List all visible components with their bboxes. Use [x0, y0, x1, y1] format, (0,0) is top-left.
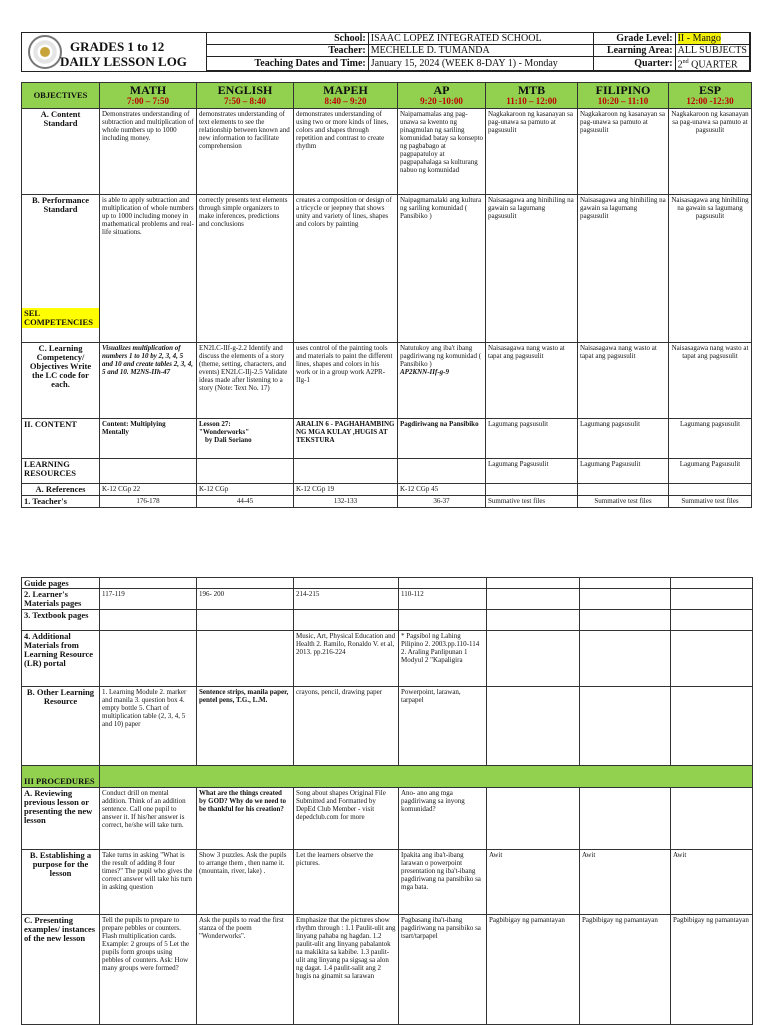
- cell: [578, 484, 669, 496]
- cell: K-12 CGp 22: [100, 484, 197, 496]
- additional-label: 4. Additional Materials from Learning Resource (LR) portal: [22, 631, 100, 687]
- cell: Tell the pupils to prepare to prepare pebbles or counters. Flash multiplication cards. Example: 2 groups of 5 Let the pupils form groups using pebbles of counters. Ask: How many groups were formed?: [100, 915, 197, 1025]
- cell-english-presenting: Ask the pupils to read the first stanza of the poem "Wonderworks".: [197, 915, 294, 1025]
- references-label: A. References: [22, 484, 100, 496]
- cell: [294, 610, 399, 631]
- cell: 214-215: [294, 589, 399, 610]
- area-value: ALL SUBJECTS: [675, 45, 749, 57]
- cell: Nagkakaroon ng kasanayan sa pag-unawa sa pamuto at pagsusulit: [669, 109, 752, 195]
- learners-materials-row: [22, 589, 753, 610]
- cell: Pagbasang iba't-ibang pagdiriwang na pansibiko sa tsart/tarpapel: [399, 915, 487, 1025]
- teacher-label: Teacher:: [207, 45, 369, 57]
- grade-highlight: II - Mango: [677, 32, 721, 44]
- subject-col-esp: ESP 12:00 -12:30: [669, 83, 752, 109]
- sel-competencies-label: SEL COMPETENCIES: [22, 308, 99, 328]
- cell: Lagumang Pagsusulit: [486, 459, 578, 484]
- cell: Lagumang pagsusulit: [486, 419, 578, 459]
- subject-col-math: MATH 7:00 – 7:50: [100, 83, 197, 109]
- cell: [486, 484, 578, 496]
- procedures-label: III PROCEDURES: [22, 766, 100, 788]
- cell: EN2LC-IIf-g-2.2 Identify and discuss the elements of a story (theme, setting, characters, and events) EN2LC-IIj-2.5 Validate ideas made after listening to a story (Note: Text No. 17): [197, 343, 294, 419]
- title-line-2: DAILY LESSON LOG: [60, 54, 187, 69]
- procedures-row: [22, 766, 753, 788]
- cell: Naisasagawa nang wasto at tapat ang pagsusulit: [669, 343, 752, 419]
- cell: [398, 459, 486, 484]
- performance-standard-row: [22, 195, 752, 343]
- cell: [671, 631, 753, 687]
- cell: [671, 610, 753, 631]
- cell: [487, 578, 580, 589]
- teachers-label: 1. Teacher's: [22, 496, 100, 508]
- cell: Naisasagawa ang hinihiling na gawain sa lagumang pagsusulit: [486, 195, 578, 343]
- cell: Emphasize that the pictures show rhythm through : 1.1 Paulit-ulit ang linyang pahaba ng hagdan. 1.2 paulit-ulit ang linyang pabalantok na makikita sa kabibe. 1.3 paulit-ulit ang linyang pa sigsag sa alon ng dagat. 1.4 paulit-salit ang 2 hugis na ginamit sa larawan: [294, 915, 399, 1025]
- cell: [197, 631, 294, 687]
- title-line-1: GRADES 1 to 12: [70, 39, 165, 54]
- teachers-guide-row: [22, 496, 752, 508]
- cell: Naipamamalas ang pag-unawa sa kwento ng pinagmulan ng sariling komunidad batay sa konsepto ng pagbabago at pagpapatuloy at pagpapahalaga sa kulturang nabuo ng komunidad: [398, 109, 486, 195]
- area-label: Learning Area:: [594, 45, 675, 57]
- quarter-label: Quarter:: [594, 57, 675, 71]
- cell: Naisasagawa ang hinihiling na gawain sa lagumang pagsusulit: [669, 195, 752, 343]
- cell: Music, Art, Physical Education and Health 2. Ramilo, Ronaldo V. et al, 2013. pp.216-224: [294, 631, 399, 687]
- teacher-value: MECHELLE D. TUMANDA: [368, 45, 594, 57]
- subject-col-english: ENGLISH 7:50 – 8:40: [197, 83, 294, 109]
- cell: Lagumang pagsusulit: [578, 419, 669, 459]
- cell: [487, 631, 580, 687]
- cell: * Pagsibol ng Lahing Pilipino 2. 2003.pp.110-114 2. Araling Panlipunan 1 Modyul 2 "Kapaligira: [399, 631, 487, 687]
- cell: 196- 200: [197, 589, 294, 610]
- cell: [100, 459, 197, 484]
- cell: Song about shapes Original File Submitted and Formatted by DepEd Club Member - visit depedclub.com for more: [294, 788, 399, 850]
- cell: 132-133: [294, 496, 398, 508]
- learning-competency-label: C. Learning Competency/ Objectives Write the LC code for each.: [22, 343, 100, 419]
- cell: Naisasagawa ang hinihiling na gawain sa lagumang pagsusulit: [578, 195, 669, 343]
- cell-english-content: Lesson 27: "Wonderworks" by Dali Soriano: [197, 419, 294, 459]
- cell: 176-178: [100, 496, 197, 508]
- lesson-table-part-1: [21, 82, 752, 508]
- objectives-heading: OBJECTIVES: [22, 83, 100, 109]
- cell: Naisasagawa nang wasto at tapat ang pagsusulit: [578, 343, 669, 419]
- cell-ap-competency: Natutukoy ang iba't ibang pagdiriwang ng komunidad ( Pansibiko ) AP2KNN-IIf-g-9: [398, 343, 486, 419]
- cell: Pagdiriwang na Pansibiko: [398, 419, 486, 459]
- cell: K-12 CGp 45: [398, 484, 486, 496]
- cell: [487, 589, 580, 610]
- cell: [100, 610, 197, 631]
- cell: [580, 687, 671, 766]
- procedures-banner: [100, 766, 753, 788]
- cell: [580, 610, 671, 631]
- content-row: [22, 419, 752, 459]
- cell: Lagumang Pagsusulit: [578, 459, 669, 484]
- subject-col-mapeh: MAPEH 8:40 – 9:20: [294, 83, 398, 109]
- cell: 117-119: [100, 589, 197, 610]
- learning-resources-label: LEARNING RESOURCES: [22, 459, 100, 484]
- deped-seal-icon: [28, 35, 62, 69]
- establishing-row: [22, 850, 753, 915]
- cell: [100, 631, 197, 687]
- cell: Awit: [487, 850, 580, 915]
- establishing-label: B. Establishing a purpose for the lesson: [22, 850, 100, 915]
- school-value: ISAAC LOPEZ INTEGRATED SCHOOL: [368, 33, 594, 45]
- cell: Summative test files: [578, 496, 669, 508]
- cell: uses control of the painting tools and materials to paint the different lines, shapes and colors in his work or in a group work A2PR-IIg-1: [294, 343, 398, 419]
- cell: [671, 578, 753, 589]
- subject-col-mtb: MTB 11:10 – 12:00: [486, 83, 578, 109]
- guide-pages-row: [22, 578, 753, 589]
- cell: Demonstrates understanding of subtraction and multiplication of whole numbers up to 1000 including money.: [100, 109, 197, 195]
- cell: [671, 687, 753, 766]
- cell: Awit: [671, 850, 753, 915]
- grade-label: Grade Level:: [594, 33, 675, 45]
- cell: ARALIN 6 - PAGHAHAMBING NG MGA KULAY ,HUGIS AT TEKSTURA: [294, 419, 398, 459]
- references-row: [22, 484, 752, 496]
- cell: [294, 459, 398, 484]
- cell: [100, 578, 197, 589]
- cell: Lagumang pagsusulit: [669, 419, 752, 459]
- cell: Naisasagawa nang wasto at tapat ang pagsusulit: [486, 343, 578, 419]
- dates-label: Teaching Dates and Time:: [207, 57, 369, 71]
- lesson-table-part-2: [21, 577, 753, 1025]
- cell: 1. Learning Module 2. marker and manila 3. question box 4. empty bottle 5. Chart of multiplication table (2, 3, 4, 5 and 10) paper: [100, 687, 197, 766]
- subject-header-row: [22, 83, 752, 109]
- cell: 44-45: [197, 496, 294, 508]
- content-standard-label: A. Content Standard: [22, 109, 100, 195]
- content-standard-row: [22, 109, 752, 195]
- textbook-row: [22, 610, 753, 631]
- presenting-label: C. Presenting examples/ instances of the new lesson: [22, 915, 100, 1025]
- presenting-row: [22, 915, 753, 1025]
- school-label: School:: [207, 33, 369, 45]
- learning-resources-row: [22, 459, 752, 484]
- quarter-value: 2nd QUARTER: [675, 57, 749, 71]
- reviewing-row: [22, 788, 753, 850]
- cell: Nagkakaroon ng kasanayan sa pag-unawa sa pamuto at pagsusulit: [578, 109, 669, 195]
- cell: correctly presents text elements through simple organizers to make inferences, predictions and conclusions: [197, 195, 294, 343]
- cell: [580, 589, 671, 610]
- cell: Ipakita ang iba't-ibang larawan o powerpoint presentation ng iba't-ibang pagdiriwang na pansibiko sa mga bata.: [399, 850, 487, 915]
- other-resources-label: B. Other Learning Resource: [22, 687, 100, 766]
- content-label: II. CONTENT: [22, 419, 100, 459]
- cell: creates a composition or design of a tricycle or jeepney that shows unity and variety of lines, shapes and colors by painting: [294, 195, 398, 343]
- cell: [197, 610, 294, 631]
- cell: Nagkakaroon ng kasanayan sa pag-unawa sa pamuto at pagsusulit: [486, 109, 578, 195]
- textbook-label: 3. Textbook pages: [22, 610, 100, 631]
- cell: Summative test files: [486, 496, 578, 508]
- cell: [580, 578, 671, 589]
- learning-competency-row: [22, 343, 752, 419]
- cell: Pagbibigay ng pamantayan: [580, 915, 671, 1025]
- cell: Ano- ano ang mga pagdiriwang sa inyong komunidad?: [399, 788, 487, 850]
- cell: crayons, pencil, drawing paper: [294, 687, 399, 766]
- performance-standard-label: B. Performance Standard: [31, 195, 90, 214]
- cell: [197, 578, 294, 589]
- header-info-table: [206, 32, 750, 71]
- performance-standard-label-cell: [22, 195, 100, 343]
- subject-col-filipino: FILIPINO 10:20 – 11:10: [578, 83, 669, 109]
- other-resources-row: [22, 687, 753, 766]
- cell: Content: Multiplying Mentally: [100, 419, 197, 459]
- dates-value: January 15, 2024 (WEEK 8-DAY 1) - Monday: [368, 57, 594, 71]
- cell: 110-112: [399, 589, 487, 610]
- cell: Pagbibigay ng pamantayan: [671, 915, 753, 1025]
- guide-pages-label: Guide pages: [22, 578, 100, 589]
- cell: Sentence strips, manila paper, pentel pens, T.G., L.M.: [197, 687, 294, 766]
- cell: [671, 589, 753, 610]
- additional-materials-row: [22, 631, 753, 687]
- cell: [487, 687, 580, 766]
- cell: demonstrates understanding of using two or more kinds of lines, colors and shapes through repetition and contrast to create rhythm: [294, 109, 398, 195]
- reviewing-label: A. Reviewing previous lesson or presenting the new lesson: [22, 788, 100, 850]
- cell: Conduct drill on mental addition. Think of an addition sentence. Call one pupil to answer it. If his/her answer is correct, he/she will take turn.: [100, 788, 197, 850]
- cell: Lagumang Pagsusulit: [669, 459, 752, 484]
- cell: Naipagmamalaki ang kultura ng sariling komunidad ( Pansibiko ): [398, 195, 486, 343]
- cell: Show 3 puzzles. Ask the pupils to arrange them , then name it. (mountain, river, lake) .: [197, 850, 294, 915]
- cell: [669, 484, 752, 496]
- cell: [580, 788, 671, 850]
- cell: [487, 788, 580, 850]
- document-title: [60, 39, 187, 69]
- cell: Summative test files: [669, 496, 752, 508]
- cell: Take turns in asking "What is the result of adding 8 four times?" The pupil who gives the correct answer will take his turn in asking question: [100, 850, 197, 915]
- cell: [487, 610, 580, 631]
- cell: K-12 CGp 19: [294, 484, 398, 496]
- cell: Let the learners observe the pictures.: [294, 850, 399, 915]
- cell: [399, 610, 487, 631]
- subject-col-ap: AP 9:20 -10:00: [398, 83, 486, 109]
- cell: [671, 788, 753, 850]
- cell: is able to apply subtraction and multiplication of whole numbers up to 1000 including money in mathematical problems and real-life situations.: [100, 195, 197, 343]
- cell: Pagbibigay ng pamantayan: [487, 915, 580, 1025]
- header: [21, 32, 751, 72]
- cell: Visualizes multiplication of numbers 1 to 10 by 2, 3, 4, 5 and 10 and create tables 2, 3, 4, 5 and 10. M2NS-IIh-47: [100, 343, 197, 419]
- cell: [580, 631, 671, 687]
- cell: K-12 CGp: [197, 484, 294, 496]
- cell: 36-37: [398, 496, 486, 508]
- cell: demonstrates understanding of text elements to see the relationship between known and new information to facilitate comprehension: [197, 109, 294, 195]
- grade-value: [675, 33, 749, 45]
- cell: [399, 578, 487, 589]
- learners-label: 2. Learner's Materials pages: [22, 589, 100, 610]
- cell: What are the things created by GOD? Why do we need to be thankful for his creation?: [197, 788, 294, 850]
- cell: [197, 459, 294, 484]
- cell: Powerpoint, larawan, tarpapel: [399, 687, 487, 766]
- cell: Awit: [580, 850, 671, 915]
- cell: [294, 578, 399, 589]
